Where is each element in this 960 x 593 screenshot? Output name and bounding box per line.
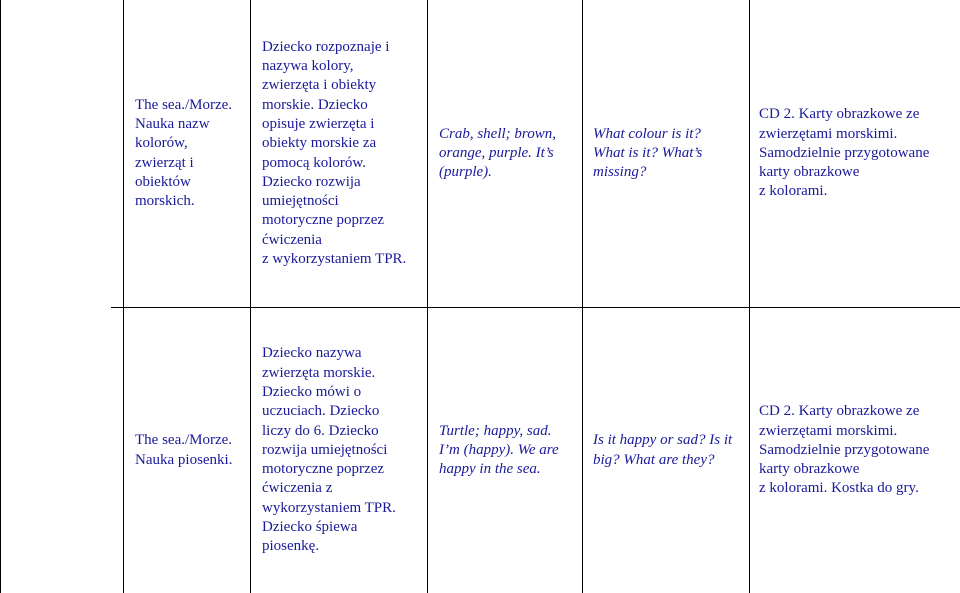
materials-cell [759, 308, 959, 593]
structures-cell [593, 0, 748, 307]
goals-cell [262, 0, 424, 307]
vocabulary-cell [439, 308, 581, 593]
structures-text: Is it happy or sad? Is it big? What are they? [593, 432, 733, 468]
column-divider [427, 0, 428, 593]
goals-cell [262, 308, 424, 593]
vocabulary-text: Turtle; happy, sad. I’m (happy). We are happy in the sea. [439, 422, 559, 478]
topic-text: The sea./Morze. Nauka piosenki. [135, 432, 233, 468]
vocabulary-cell [439, 0, 581, 307]
column-divider [582, 0, 583, 593]
topic-cell [135, 308, 247, 593]
topic-text: The sea./Morze. Nauka nazw kolorów, zwierząt i obiektów morskich. [135, 96, 233, 210]
column-divider [123, 0, 124, 593]
materials-text: CD 2. Karty obrazkowe ze zwierzętami morskimi. Samodzielnie przygotowane karty obrazkowe z kolorami. Kostka do gry. [759, 403, 930, 497]
goals-text: Dziecko rozpoznaje i nazywa kolory, zwierzęta i obiekty morskie. Dziecko opisuje zwierzęta i obiekty morskie za pomocą kolorów. Dziecko rozwija umiejętności motoryczne poprzez ćwiczenia z wykorzystaniem TPR. [262, 38, 407, 267]
column-divider [749, 0, 750, 593]
table-border-left [0, 0, 1, 593]
goals-text: Dziecko nazywa zwierzęta morskie. Dziecko mówi o uczuciach. Dziecko liczy do 6. Dziecko rozwija umiejętności motoryczne poprzez ćwiczenia z wykorzystaniem TPR. Dziecko śpiewa piosenkę. [262, 345, 396, 555]
column-divider [250, 0, 251, 593]
materials-text: CD 2. Karty obrazkowe ze zwierzętami morskimi. Samodzielnie przygotowane karty obrazkowe z kolorami. [759, 106, 930, 200]
vocabulary-text: Crab, shell; brown, orange, purple. It’s (purple). [439, 125, 556, 181]
topic-cell [135, 0, 247, 307]
structures-text: What colour is it? What is it? What’s missing? [593, 125, 703, 181]
structures-cell [593, 308, 748, 593]
materials-cell [759, 0, 959, 307]
